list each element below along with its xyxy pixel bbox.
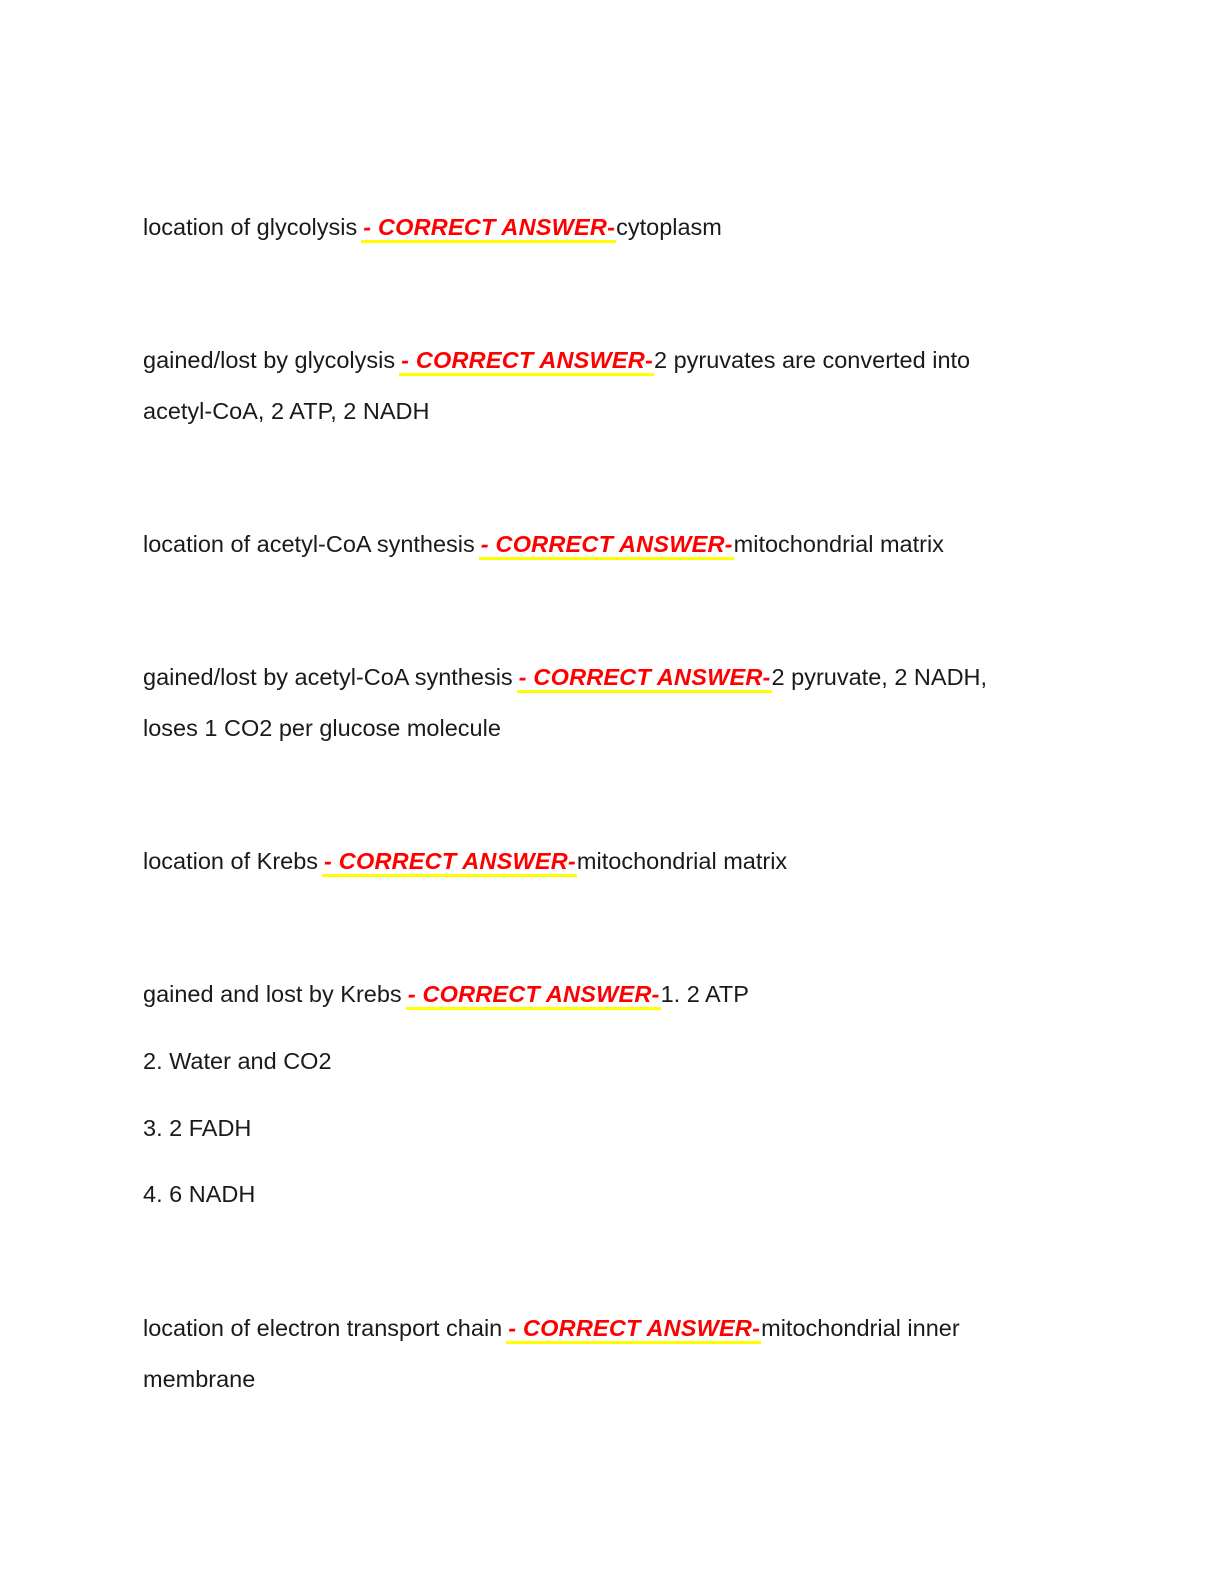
answer-continuation — [143, 713, 1083, 743]
correct-answer-tag: - CORRECT ANSWER- — [361, 214, 616, 243]
correct-answer-tag: - CORRECT ANSWER- — [517, 664, 772, 693]
qa-entry-acetyl-coa-location — [143, 529, 1083, 559]
qa-entry-krebs-gained-lost — [143, 979, 1083, 1009]
answer-text: loses 1 CO2 per glucose molecule — [143, 715, 501, 741]
question-text: gained and lost by Krebs — [143, 981, 402, 1007]
qa-entry-acetyl-coa-gained-lost — [143, 662, 1083, 692]
correct-answer-tag: - CORRECT ANSWER- — [406, 981, 661, 1010]
answer-text: 4. 6 NADH — [143, 1181, 256, 1207]
qa-entry-glycolysis-location — [143, 212, 1083, 242]
answer-text: mitochondrial inner — [761, 1315, 960, 1341]
answer-text: cytoplasm — [616, 214, 722, 240]
question-text: location of Krebs — [143, 848, 319, 874]
question-text: location of glycolysis — [143, 214, 358, 240]
answer-text: 2 pyruvates are converted into — [653, 347, 971, 373]
answer-list-item — [143, 1113, 1083, 1143]
question-text: gained/lost by glycolysis — [143, 347, 396, 373]
question-text: gained/lost by acetyl-CoA synthesis — [143, 664, 513, 690]
correct-answer-tag: - CORRECT ANSWER- — [479, 531, 734, 560]
answer-text: 3. 2 FADH — [143, 1115, 252, 1141]
answer-text: 2 pyruvate, 2 NADH, — [771, 664, 988, 690]
question-text: location of electron transport chain — [143, 1315, 503, 1341]
qa-entry-etc-location — [143, 1313, 1083, 1343]
correct-answer-tag: - CORRECT ANSWER- — [399, 347, 654, 376]
answer-text: mitochondrial matrix — [733, 531, 944, 557]
answer-text: acetyl-CoA, 2 ATP, 2 NADH — [143, 398, 430, 424]
question-text: location of acetyl-CoA synthesis — [143, 531, 475, 557]
answer-list-item — [143, 1046, 1083, 1076]
qa-entry-krebs-location — [143, 846, 1083, 876]
answer-text: 2. Water and CO2 — [143, 1048, 332, 1074]
answer-text: mitochondrial matrix — [576, 848, 788, 874]
answer-text: membrane — [143, 1366, 256, 1392]
answer-continuation — [143, 1364, 1083, 1394]
answer-continuation — [143, 396, 1083, 426]
answer-text: 1. 2 ATP — [660, 981, 749, 1007]
correct-answer-tag: - CORRECT ANSWER- — [506, 1315, 761, 1344]
qa-entry-glycolysis-gained-lost — [143, 345, 1083, 375]
correct-answer-tag: - CORRECT ANSWER- — [322, 848, 577, 877]
answer-list-item — [143, 1179, 1083, 1209]
